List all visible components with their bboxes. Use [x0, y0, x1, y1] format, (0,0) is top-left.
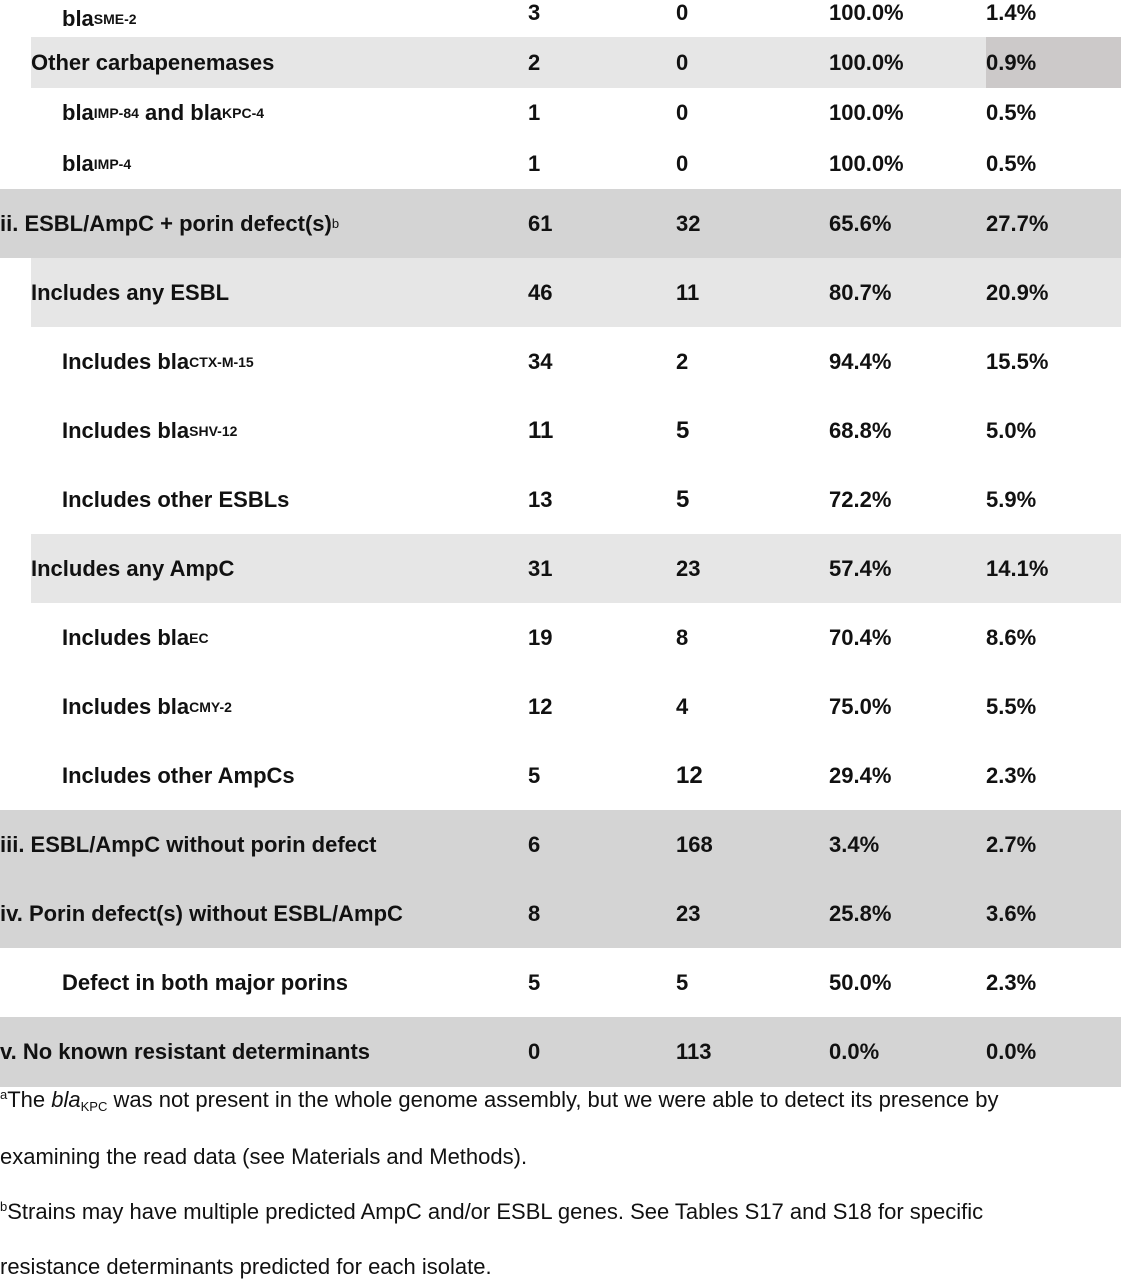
cell-percent-2: 8.6% [986, 624, 1037, 650]
cell-percent-1: 75.0% [829, 693, 892, 719]
cell-count-1: 1 [528, 150, 541, 176]
row-label: iii. ESBL/AmpC without porin defect [0, 831, 377, 857]
cell-count-2: 168 [676, 831, 713, 857]
cell-count-1: 5 [528, 762, 541, 788]
cell-count-1: 19 [528, 624, 553, 650]
cell-percent-1: 100.0% [829, 100, 904, 125]
cell-count-1: 34 [528, 348, 553, 374]
row-label: v. No known resistant determinants [0, 1039, 371, 1064]
cell-count-1: 61 [528, 210, 553, 236]
table-row [0, 396, 1121, 465]
footnote-b-line-2: resistance determinants predicted for each isolate. [0, 1254, 492, 1279]
cell-count-1: 11 [528, 416, 554, 444]
cell-count-2: 5 [676, 485, 690, 513]
cell-percent-2: 15.5% [986, 348, 1049, 374]
cell-percent-1: 100.0% [829, 0, 904, 25]
table-row [0, 37, 1121, 88]
table-row [0, 672, 1121, 741]
row-label: Includes other AmpCs [62, 762, 295, 788]
table-row [0, 741, 1121, 810]
table-row [0, 810, 1121, 879]
cell-percent-1: 72.2% [829, 486, 892, 512]
footnote-b-line-1: $^b$Strains may have multiple predicted AmpC and/or ESBL genes. See Tables S17 and S18 for specific [0, 1199, 984, 1224]
row-label: Includes any AmpC [31, 555, 235, 581]
table-row [0, 1017, 1121, 1087]
cell-percent-2: 5.5% [986, 693, 1037, 719]
cell-count-2: 12 [676, 761, 703, 789]
row-label: bla IMP-84 and bla KPC-4 [62, 100, 265, 125]
cell-percent-2: 3.6% [986, 900, 1037, 926]
cell-percent-2: 0.0% [986, 1039, 1037, 1064]
cell-percent-2: 2.3% [986, 762, 1037, 788]
row-label: Includes other ESBLs [62, 486, 290, 512]
cell-percent-1: 65.6% [829, 210, 892, 236]
cell-percent-1: 50.0% [829, 969, 892, 995]
cell-count-2: 5 [676, 416, 690, 444]
cell-count-1: 31 [528, 555, 553, 581]
row-label: Defect in both major porins [62, 969, 349, 995]
cell-count-2: 0 [676, 0, 689, 25]
table-row [0, 327, 1121, 396]
cell-count-2: 32 [676, 210, 701, 236]
cell-count-2: 23 [676, 900, 701, 926]
cell-count-1: 2 [528, 49, 541, 75]
cell-count-1: 6 [528, 831, 541, 857]
table-row [0, 948, 1121, 1017]
cell-percent-2: 2.3% [986, 969, 1037, 995]
cell-count-2: 0 [676, 100, 689, 125]
footnote-a-line-1: $^a$The bla$_{KPC}$ was not present in the whole genome assembly, but we were able to detect its presence by [0, 1087, 999, 1114]
cell-percent-2: 5.0% [986, 417, 1037, 443]
cell-percent-2: 0.9% [986, 49, 1037, 75]
table-row [0, 258, 1121, 327]
cell-percent-2: 2.7% [986, 831, 1037, 857]
cell-count-2: 113 [676, 1039, 712, 1064]
cell-count-2: 8 [676, 624, 689, 650]
cell-percent-1: 68.8% [829, 417, 892, 443]
cell-percent-2: 5.9% [986, 486, 1037, 512]
cell-count-1: 1 [528, 100, 541, 125]
table-row [0, 88, 1121, 138]
table-row [0, 465, 1121, 534]
cell-count-1: 0 [528, 1039, 541, 1064]
row-label: Includes bla CMY-2 [62, 693, 232, 719]
cell-percent-1: 0.0% [829, 1039, 880, 1064]
cell-percent-2: 1.4% [986, 0, 1037, 25]
table-row [0, 189, 1121, 258]
table-row [0, 534, 1121, 603]
cell-count-2: 2 [676, 348, 689, 374]
cell-percent-1: 80.7% [829, 279, 892, 305]
cell-count-2: 23 [676, 555, 701, 581]
cell-count-1: 13 [528, 486, 553, 512]
cell-count-2: 5 [676, 969, 689, 995]
cell-count-1: 46 [528, 279, 553, 305]
cell-count-1: 5 [528, 969, 541, 995]
cell-count-2: 0 [676, 49, 689, 75]
row-label: Includes any ESBL [31, 279, 230, 305]
row-label: Includes bla CTX-M-15 [62, 348, 254, 374]
cell-percent-1: 25.8% [829, 900, 892, 926]
cell-count-2: 11 [676, 279, 700, 305]
row-label: ii. ESBL/AmpC + porin defect(s) b [0, 210, 340, 236]
cell-percent-1: 100.0% [829, 150, 904, 176]
cell-count-1: 8 [528, 900, 541, 926]
cell-percent-1: 70.4% [829, 624, 892, 650]
cell-percent-1: 57.4% [829, 555, 892, 581]
cell-percent-2: 20.9% [986, 279, 1049, 305]
cell-percent-2: 0.5% [986, 150, 1037, 176]
cell-percent-2: 0.5% [986, 100, 1037, 125]
row-label: Includes bla EC [62, 624, 209, 650]
cell-percent-2: 27.7% [986, 210, 1049, 236]
cell-count-2: 0 [676, 150, 689, 176]
footnote-a-line-2: examining the read data (see Materials and Methods). [0, 1144, 528, 1169]
cell-percent-1: 100.0% [829, 49, 904, 75]
table-row [0, 0, 1121, 37]
row-label: Other carbapenemases [31, 49, 275, 75]
row-label: bla IMP-4 [62, 150, 132, 176]
cell-percent-2: 14.1% [986, 555, 1049, 581]
table-row [0, 879, 1121, 948]
cell-count-1: 12 [528, 693, 553, 719]
table-row [0, 603, 1121, 672]
row-label: iv. Porin defect(s) without ESBL/AmpC [0, 900, 403, 926]
row-label: Includes bla SHV-12 [62, 417, 238, 443]
cell-percent-1: 94.4% [829, 348, 892, 374]
cell-count-1: 3 [528, 0, 541, 25]
cell-percent-1: 3.4% [829, 831, 880, 857]
cell-percent-1: 29.4% [829, 762, 892, 788]
row-label: bla SME-2 [62, 5, 137, 31]
table-row [0, 138, 1121, 189]
cell-count-2: 4 [676, 693, 689, 719]
